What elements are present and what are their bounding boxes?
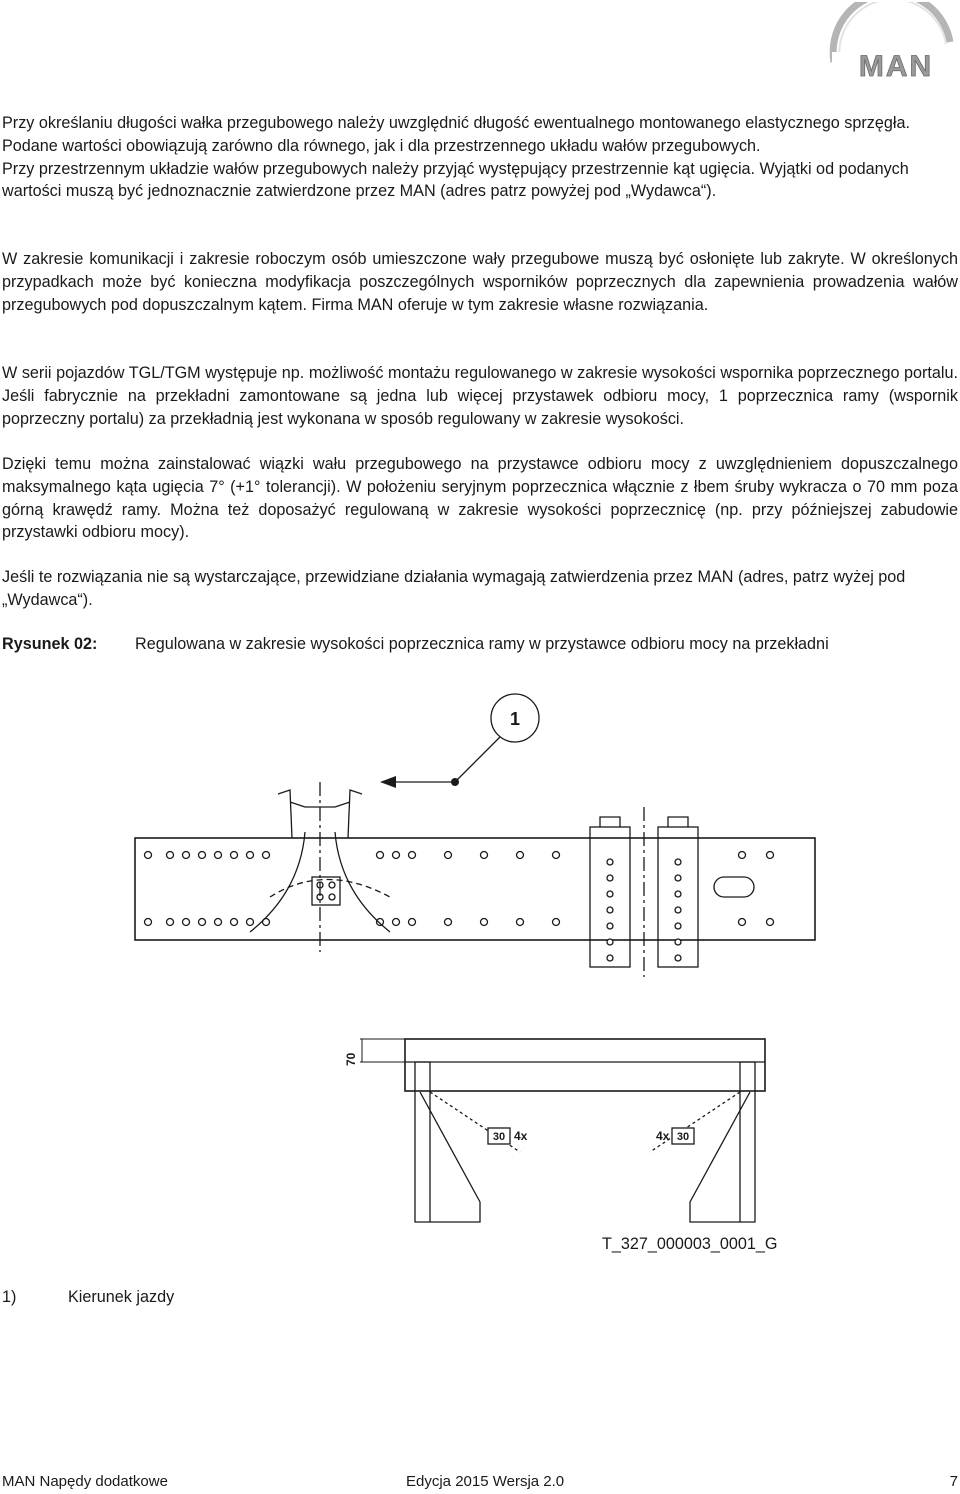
figure-caption-text: Regulowana w zakresie wysokości poprzecznica ramy w przystawce odbioru mocy na przekładni [135, 635, 829, 653]
paragraph-tgl-tgm: W serii pojazdów TGL/TGM występuje np. możliwość montażu regulowanego w zakresie wysokości wspornika poprzecznego portalu. Jeśli fabrycznie na przekładni zamontowane są jedna lub więcej przystawek odbioru mocy, 1 poprzecznica ramy (wspornik poprzeczny portalu) za przekładnią jest wykonana w sposób regulowany w zakresie wysokości. [2, 364, 958, 428]
crossmember-drawing [130, 682, 820, 1262]
footer-title: MAN Napędy dodatkowe [2, 1473, 168, 1490]
callout-number: 1 [509, 709, 521, 729]
dim-30-right: 30 [676, 1131, 690, 1143]
figure-label: Rysunek 02: [2, 635, 98, 653]
paragraph-angle-notes: Przy określaniu długości wałka przegubowego należy uwzględnić długość ewentualnego montowanego elastycznego sprzęgła. Podane wartości obowiązują zarówno dla równego, jak i dla przestrzennego układu wałów przegubowych. Przy przestrzennym układzie wałów przegubowych należy przyjąć występujący przestrzennie kąt ugięcia. Wyjątki od podanych wartości muszą być jednoznacznie zatwierdzone przez MAN (adres patrz powyżej pod „Wydawca“). [2, 114, 910, 201]
legend-text: Kierunek jazdy [68, 1288, 175, 1306]
page-footer [2, 1473, 958, 1493]
svg-text:MAN: MAN [858, 50, 934, 80]
paragraph-approval: Jeśli te rozwiązania nie są wystarczające, przewidziane działania wymagają zatwierdzenia przez MAN (adres, patrz wyżej pod „Wydawca“). [2, 568, 906, 609]
dim-4x-right: 4x [656, 1129, 670, 1143]
paragraph-pto-adjustment: Dzięki temu można zainstalować wiązki wału przegubowego na przystawce odbioru mocy z uwzględnieniem dopuszczalnego maksymalnego kąta ugięcia 7° (+1° tolerancji). W położeniu seryjnym poprzecznica włącznie z łbem śruby wykracza o 70 mm poza górną krawędź ramy. Można też doposażyć regulowaną w zakresie wysokości poprzecznicę (np. przy późniejszej zabudowie przystawki odbioru mocy). [2, 455, 958, 542]
legend-number: 1) [2, 1288, 17, 1306]
paragraph-shaft-protection: W zakresie komunikacji i zakresie roboczym osób umieszczone wały przegubowe muszą być osłonięte lub zakryte. W określonych przypadkach może być konieczna modyfikacja poszczególnych wsporników poprzecznych dla zapewnienia prowadzenia wałów przegubowych pod dopuszczalnym kątem. Firma MAN oferuje w tym zakresie własne rozwiązania. [2, 250, 958, 314]
man-logo [824, 2, 956, 80]
footer-edition: Edycja 2015 Wersja 2.0 [406, 1473, 565, 1490]
figure-id: T_327_000003_0001_G [602, 1235, 778, 1253]
dimension-70: 70 [344, 1052, 358, 1066]
page-number: 7 [949, 1473, 958, 1490]
crossmember-body [405, 1039, 765, 1091]
dim-4x-left: 4x [514, 1129, 528, 1143]
dim-30-left: 30 [492, 1131, 506, 1143]
